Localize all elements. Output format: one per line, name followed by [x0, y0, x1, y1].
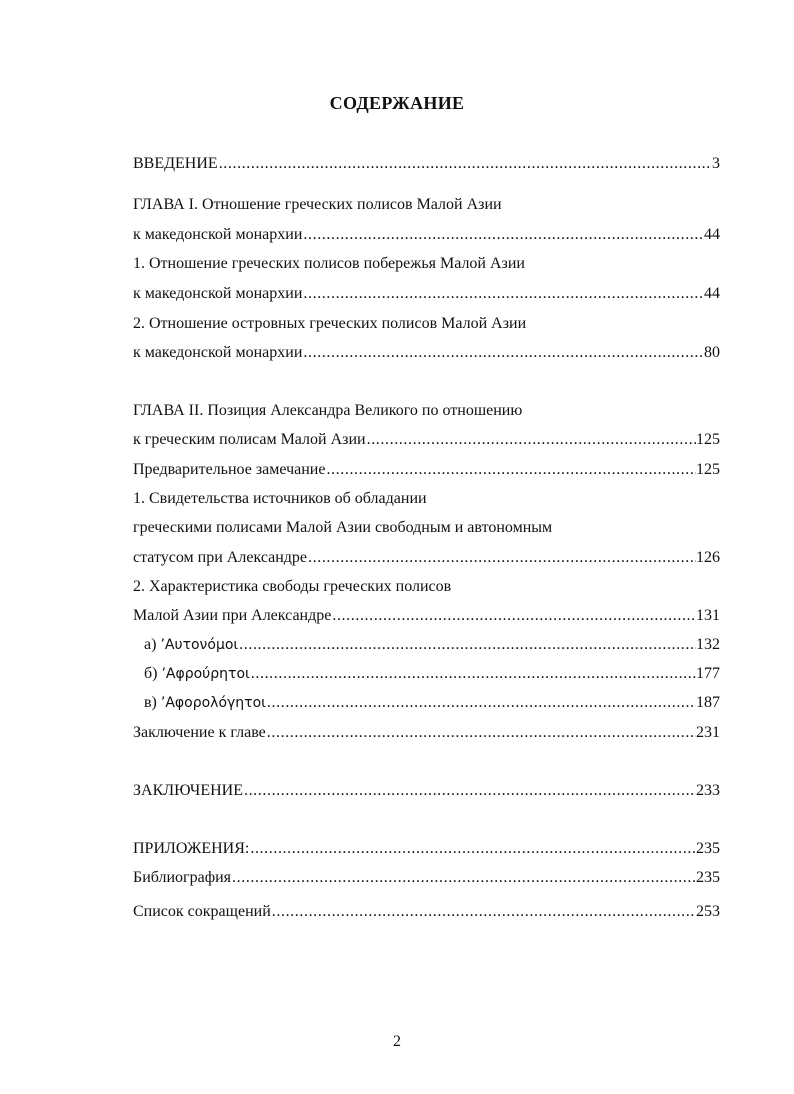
- toc-entry-text: к македонской монархии: [133, 344, 303, 361]
- toc-entry-text: 1. Свидетельства источников об обладании: [133, 490, 427, 507]
- toc-entry-section-1-2-title[interactable]: [133, 313, 720, 335]
- dot-leader: [243, 780, 696, 802]
- toc-entry-text: ’Αυτονόμοι: [160, 637, 239, 653]
- toc-page-number: 44: [704, 285, 720, 302]
- page-title: СОДЕРЖАНИЕ: [329, 93, 465, 113]
- toc-entry-chapter-2-title[interactable]: [133, 400, 720, 422]
- toc-entry-label: а): [144, 636, 157, 653]
- toc-page-number: 125: [696, 431, 720, 448]
- toc-page-number: 231: [696, 724, 720, 741]
- toc-entry-conclusion[interactable]: [133, 780, 720, 802]
- dot-leader: [331, 605, 696, 627]
- toc-page-number: 44: [704, 226, 720, 243]
- toc-entry-text: ’Αφορολόγητοι: [160, 695, 266, 711]
- toc-entry-text: к македонской монархии: [133, 285, 303, 302]
- toc-entry-text: Список сокращений: [133, 903, 271, 920]
- toc-entry-text: ЗАКЛЮЧЕНИЕ: [133, 782, 243, 799]
- toc-entry-text: Библиография: [133, 869, 231, 886]
- toc-page-number: 3: [712, 155, 720, 172]
- dot-leader: [231, 867, 696, 889]
- toc-entry-section-2-2[interactable]: [133, 605, 720, 627]
- toc-entry-text: Заключение к главе: [133, 724, 266, 741]
- toc-entry-text: ПРИЛОЖЕНИЯ:: [133, 840, 250, 857]
- toc-entry-text: 2. Характеристика свободы греческих полисов: [133, 578, 452, 595]
- toc-entry-text: ГЛАВА II. Позиция Александра Великого по отношению: [133, 402, 523, 419]
- toc-page-number: 132: [696, 636, 720, 653]
- toc-page-number: 177: [696, 665, 720, 682]
- toc-entry-section-1-1[interactable]: [133, 283, 720, 305]
- toc-entry-text: Предварительное замечание: [133, 461, 326, 478]
- dot-leader: [218, 153, 712, 175]
- toc-entry-section-2-1-title[interactable]: [133, 488, 720, 510]
- page-number: 2: [393, 1033, 401, 1050]
- toc-entry-subsection-b[interactable]: [144, 663, 720, 685]
- toc-entry-text: ВВЕДЕНИЕ: [133, 155, 218, 172]
- dot-leader: [302, 283, 704, 305]
- dot-leader: [266, 692, 696, 714]
- toc-page-number: 233: [696, 782, 720, 799]
- dot-leader: [266, 722, 696, 744]
- toc-entry-introduction[interactable]: [133, 153, 720, 175]
- toc-entry-section-1-1-title[interactable]: [133, 253, 720, 275]
- toc-page-number: 125: [696, 461, 720, 478]
- toc-page-number: 80: [704, 344, 720, 361]
- toc-entry-text: Малой Азии при Александре: [133, 607, 332, 624]
- toc-entry-chapter-1-title[interactable]: [133, 194, 720, 216]
- toc-entry-label: б): [144, 665, 158, 682]
- dot-leader: [250, 663, 696, 685]
- dot-leader: [366, 429, 696, 451]
- toc-entry-text: к македонской монархии: [133, 226, 303, 243]
- toc-entry-subsection-c[interactable]: [144, 692, 720, 714]
- dot-leader: [325, 459, 696, 481]
- toc-entry-text: статусом при Александре: [133, 549, 308, 566]
- toc-entry-text: к греческим полисам Малой Азии: [133, 431, 366, 448]
- toc-entry-section-2-1[interactable]: [133, 547, 720, 569]
- dot-leader: [271, 901, 696, 923]
- toc-entry-text: ГЛАВА I. Отношение греческих полисов Малой Азии: [133, 196, 502, 213]
- toc-entry-text: греческими полисами Малой Азии свободным и автономным: [133, 519, 553, 536]
- toc-entry-section-2-2-title[interactable]: [133, 576, 720, 598]
- toc-page-number: 131: [696, 607, 720, 624]
- toc-entry-text: 2. Отношение островных греческих полисов Малой Азии: [133, 315, 527, 332]
- toc-entry-chapter-2[interactable]: [133, 429, 720, 451]
- toc-entry-abbreviations[interactable]: [133, 901, 720, 923]
- toc-page-number: 187: [696, 694, 720, 711]
- dot-leader: [302, 342, 704, 364]
- toc-entry-bibliography[interactable]: [133, 867, 720, 889]
- dot-leader: [249, 838, 696, 860]
- toc-entry-section-2-1-title-cont[interactable]: [133, 517, 720, 539]
- toc-entry-chapter-conclusion[interactable]: [133, 722, 720, 744]
- toc-entry-appendices[interactable]: [133, 838, 720, 860]
- toc-page-number: 253: [696, 903, 720, 920]
- toc-entry-preliminary-remark[interactable]: [133, 459, 720, 481]
- dot-leader: [307, 547, 696, 569]
- toc-page-number: 126: [696, 549, 720, 566]
- dot-leader: [302, 224, 704, 246]
- toc-entry-text: ’Αφρούρητοι: [161, 666, 250, 682]
- toc-page-number: 235: [696, 840, 720, 857]
- toc-page-number: 235: [696, 869, 720, 886]
- toc-entry-section-1-2[interactable]: [133, 342, 720, 364]
- toc-entry-label: в): [144, 694, 157, 711]
- toc-entry-text: 1. Отношение греческих полисов побережья Малой Азии: [133, 255, 525, 272]
- dot-leader: [238, 634, 696, 656]
- toc-entry-chapter-1[interactable]: [133, 224, 720, 246]
- toc-entry-subsection-a[interactable]: [144, 634, 720, 656]
